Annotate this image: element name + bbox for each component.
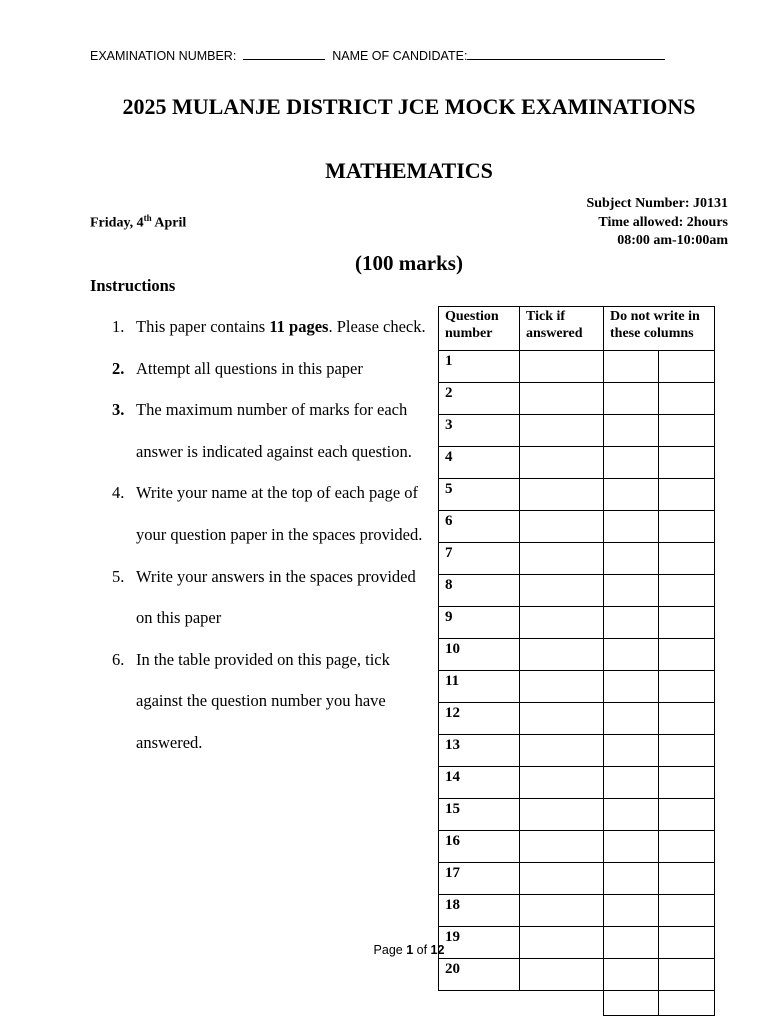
question-number-cell: 3	[439, 415, 520, 447]
table-row	[439, 543, 715, 575]
exam-title: 2025 MULANJE DISTRICT JCE MOCK EXAMINATIONS	[122, 94, 696, 119]
tick-cell[interactable]	[520, 895, 604, 927]
examiner-cell	[659, 863, 715, 895]
question-number-cell: 11	[439, 671, 520, 703]
table-row	[439, 575, 715, 607]
examiner-total-cell	[659, 991, 715, 1016]
instruction-number: 2.	[112, 358, 125, 378]
examiner-cell	[604, 639, 659, 671]
examiner-cell	[659, 351, 715, 383]
question-number-cell: 19	[439, 927, 520, 959]
examiner-cell	[604, 575, 659, 607]
examiner-cell	[659, 383, 715, 415]
exam-number-label: EXAMINATION NUMBER:	[90, 49, 237, 63]
examiner-total-cell	[604, 991, 659, 1016]
instruction-text: Write your answers in the spaces provided on this paper	[136, 566, 416, 628]
table-header-row	[439, 307, 715, 351]
tick-cell[interactable]	[520, 639, 604, 671]
examiner-cell	[659, 511, 715, 543]
tick-cell[interactable]	[520, 831, 604, 863]
page-footer	[0, 943, 768, 957]
tick-cell[interactable]	[520, 415, 604, 447]
examiner-cell	[604, 735, 659, 767]
footer-of: of	[413, 943, 431, 957]
subject-info	[586, 195, 728, 251]
instruction-item	[100, 556, 430, 639]
table-row	[439, 831, 715, 863]
question-number-cell: 12	[439, 703, 520, 735]
table-row	[439, 511, 715, 543]
total-marks: (100 marks)	[355, 251, 463, 275]
question-number-cell: 14	[439, 767, 520, 799]
examiner-cell	[604, 671, 659, 703]
table-row	[439, 735, 715, 767]
tick-cell[interactable]	[520, 863, 604, 895]
instruction-text: This paper contains	[136, 317, 270, 336]
question-number-cell: 15	[439, 799, 520, 831]
tick-cell[interactable]	[520, 799, 604, 831]
tick-cell[interactable]	[520, 479, 604, 511]
instruction-number: 5.	[112, 566, 125, 586]
examiner-cell	[659, 767, 715, 799]
examiner-cell	[659, 415, 715, 447]
instruction-text: In the table provided on this page, tick against the question number you have answered.	[136, 649, 390, 752]
tick-cell[interactable]	[520, 703, 604, 735]
table-row	[439, 415, 715, 447]
instructions-list	[100, 306, 430, 764]
table-row	[439, 447, 715, 479]
examiner-cell	[604, 831, 659, 863]
subject-title: MATHEMATICS	[325, 158, 493, 183]
table-row	[439, 703, 715, 735]
table-row	[439, 895, 715, 927]
examiner-cell	[659, 447, 715, 479]
examiner-total-row	[439, 991, 715, 1016]
question-number-cell: 10	[439, 639, 520, 671]
tick-cell[interactable]	[520, 767, 604, 799]
question-number-cell: 4	[439, 447, 520, 479]
table-row	[439, 479, 715, 511]
instruction-text: The maximum number of marks for each answer is indicated against each question.	[136, 400, 412, 461]
date-suffix: th	[143, 213, 152, 223]
examiner-cell	[604, 447, 659, 479]
table-row	[439, 383, 715, 415]
tick-cell[interactable]	[520, 383, 604, 415]
instruction-number: 1.	[112, 317, 125, 336]
answer-tick-table	[438, 306, 715, 1016]
question-number-cell: 16	[439, 831, 520, 863]
examiner-cell	[604, 959, 659, 991]
examiner-cell	[659, 799, 715, 831]
examiner-cell	[604, 415, 659, 447]
instruction-item	[100, 348, 430, 390]
subject-number: Subject Number: J0131	[586, 196, 728, 211]
footer-prefix: Page	[373, 943, 407, 957]
candidate-header	[90, 48, 665, 63]
instruction-number: 3.	[112, 400, 125, 420]
instruction-text: Write your name at the top of each page of your question paper in the spaces provided.	[136, 483, 423, 544]
header-tick-if-answered: Tick if answered	[520, 307, 604, 351]
question-number-cell: 5	[439, 479, 520, 511]
time-range: 08:00 am-10:00am	[617, 233, 728, 248]
instruction-text: . Please check.	[328, 317, 426, 336]
instruction-item	[100, 389, 430, 472]
examiner-cell	[604, 863, 659, 895]
examiner-cell	[659, 703, 715, 735]
instruction-number: 6.	[112, 649, 125, 669]
question-number-cell: 6	[439, 511, 520, 543]
examiner-cell	[659, 895, 715, 927]
examiner-cell	[604, 607, 659, 639]
examiner-cell	[604, 511, 659, 543]
question-number-cell: 9	[439, 607, 520, 639]
examiner-cell	[604, 767, 659, 799]
examiner-cell	[659, 671, 715, 703]
tick-cell[interactable]	[520, 735, 604, 767]
question-number-cell: 20	[439, 959, 520, 991]
tick-cell[interactable]	[520, 959, 604, 991]
examiner-cell	[604, 543, 659, 575]
table-row	[439, 607, 715, 639]
examiner-cell	[659, 831, 715, 863]
instruction-emphasis: 11 pages	[269, 317, 329, 336]
examiner-cell	[659, 607, 715, 639]
table-row	[439, 863, 715, 895]
candidate-name-field[interactable]	[467, 48, 665, 60]
table-row	[439, 799, 715, 831]
examiner-cell	[604, 351, 659, 383]
exam-number-field[interactable]	[243, 48, 325, 60]
candidate-name-label: NAME OF CANDIDATE:	[332, 49, 468, 63]
examiner-cell	[604, 895, 659, 927]
question-number-cell: 18	[439, 895, 520, 927]
instruction-item	[100, 639, 430, 764]
tick-cell[interactable]	[520, 575, 604, 607]
examiner-cell	[659, 735, 715, 767]
examiner-cell	[604, 799, 659, 831]
exam-date	[90, 213, 186, 232]
tick-cell[interactable]	[520, 447, 604, 479]
instructions-heading: Instructions	[90, 276, 176, 295]
examiner-cell	[659, 575, 715, 607]
tick-cell[interactable]	[520, 671, 604, 703]
header-question-number: Question number	[439, 307, 520, 351]
instruction-item	[100, 306, 430, 348]
examiner-cell	[604, 383, 659, 415]
question-number-cell: 13	[439, 735, 520, 767]
table-row	[439, 671, 715, 703]
date-day: Friday, 4	[90, 215, 144, 231]
footer-current-page: 1	[406, 943, 414, 957]
tick-cell[interactable]	[520, 543, 604, 575]
time-allowed: Time allowed: 2hours	[598, 214, 728, 230]
question-number-cell: 1	[439, 351, 520, 383]
instruction-text: Attempt all questions in this paper	[136, 358, 363, 378]
instruction-number: 4.	[112, 483, 125, 503]
table-body	[439, 351, 715, 1016]
blank-cell	[439, 991, 604, 1016]
question-number-cell: 2	[439, 383, 520, 415]
footer-total-pages: 12	[430, 943, 445, 957]
table-row	[439, 959, 715, 991]
examiner-cell	[604, 479, 659, 511]
table-row	[439, 639, 715, 671]
tick-cell[interactable]	[520, 607, 604, 639]
examiner-cell	[659, 959, 715, 991]
table-row	[439, 351, 715, 383]
tick-cell[interactable]	[520, 511, 604, 543]
question-number-cell: 17	[439, 863, 520, 895]
question-number-cell: 7	[439, 543, 520, 575]
examiner-cell	[659, 543, 715, 575]
examiner-cell	[604, 703, 659, 735]
instruction-item	[100, 472, 430, 555]
tick-cell[interactable]	[520, 351, 604, 383]
date-month: April	[151, 215, 187, 231]
examiner-cell	[659, 639, 715, 671]
header-do-not-write: Do not write in these columns	[604, 307, 715, 351]
question-number-cell: 8	[439, 575, 520, 607]
examiner-cell	[659, 479, 715, 511]
table-row	[439, 767, 715, 799]
